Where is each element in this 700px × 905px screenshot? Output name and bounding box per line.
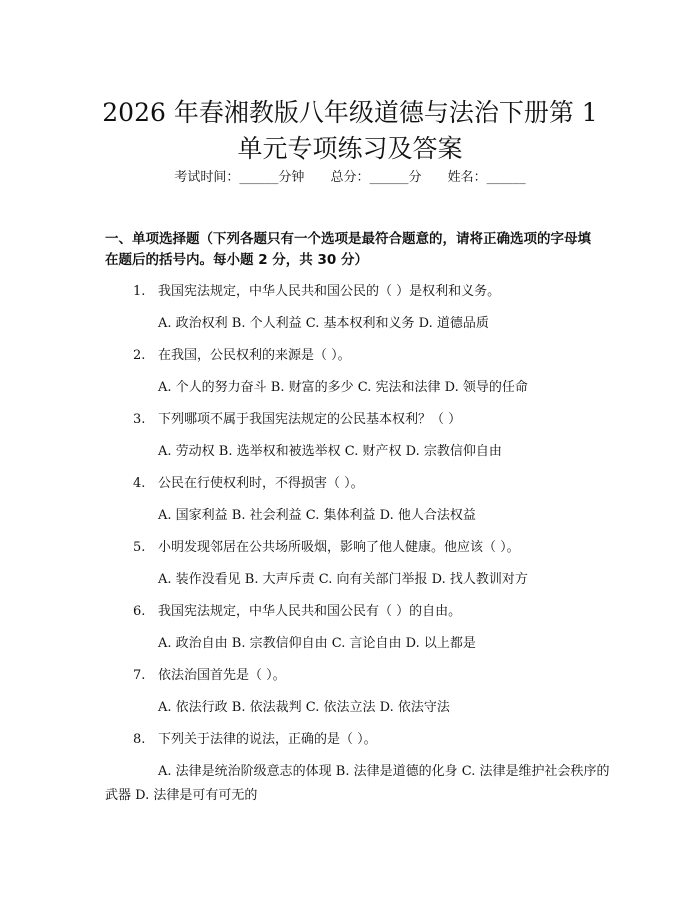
question-text: 下列哪项不属于我国宪法规定的公民基本权利？（ ） <box>158 412 462 427</box>
question-3-options: A. 劳动权 B. 选举权和被选举权 C. 财产权 D. 宗教信仰自由 <box>158 444 502 459</box>
question-8 <box>133 730 377 750</box>
question-number: 6. <box>133 604 146 619</box>
question-text: 小明发现邻居在公共场所吸烟，影响了他人健康。他应该（ ）。 <box>158 540 520 555</box>
question-2-options: A. 个人的努力奋斗 B. 财富的多少 C. 宪法和法律 D. 领导的任命 <box>158 380 528 395</box>
question-7 <box>133 666 286 686</box>
question-number: 2. <box>133 348 146 363</box>
question-3 <box>133 410 461 430</box>
question-2 <box>133 346 351 366</box>
question-5-options: A. 装作没看见 B. 大声斥责 C. 向有关部门举报 D. 找人教训对方 <box>158 572 528 587</box>
question-1-options: A. 政治权利 B. 个人利益 C. 基本权利和义务 D. 道德品质 <box>158 316 489 331</box>
question-text: 依法治国首先是（ ）。 <box>158 668 286 683</box>
student-name: 姓名：______ <box>447 170 526 185</box>
document-title <box>60 95 640 167</box>
title-line-2: 单元专项练习及答案 <box>237 133 463 163</box>
question-7-options: A. 依法行政 B. 依法裁判 C. 依法立法 D. 依法守法 <box>158 700 450 715</box>
question-5 <box>133 538 520 558</box>
question-number: 5. <box>133 540 146 555</box>
question-4-options: A. 国家利益 B. 社会利益 C. 集体利益 D. 他人合法权益 <box>158 508 476 523</box>
question-4 <box>133 474 364 494</box>
question-text: 下列关于法律的说法，正确的是（ ）。 <box>158 732 377 747</box>
question-text: 我国宪法规定，中华人民共和国公民的（ ）是权利和义务。 <box>158 284 501 299</box>
question-number: 7. <box>133 668 146 683</box>
question-text: 我国宪法规定，中华人民共和国公民有（ ）的自由。 <box>158 604 462 619</box>
question-number: 8. <box>133 732 146 747</box>
question-text: 公民在行使权利时，不得损害（ ）。 <box>158 476 364 491</box>
question-1 <box>133 282 500 302</box>
question-8-options: A. 法律是统治阶级意志的体现 B. 法律是道德的化身 C. 法律是维护社会秩序的武器 D. 法律是可有可无的 <box>105 764 610 803</box>
question-number: 3. <box>133 412 146 427</box>
question-6 <box>133 602 461 622</box>
exam-meta <box>0 168 700 188</box>
section-heading: 一、单项选择题（下列各题只有一个选项是最符合题意的，请将正确选项的字母填在题后的括号内。每小题 2 分，共 30 分） <box>105 231 591 268</box>
exam-time: 考试时间：______分钟 <box>174 170 305 185</box>
question-text: 在我国，公民权利的来源是（ ）。 <box>158 348 351 363</box>
question-6-options: A. 政治自由 B. 宗教信仰自由 C. 言论自由 D. 以上都是 <box>158 636 476 651</box>
question-number: 4. <box>133 476 146 491</box>
question-number: 1. <box>133 284 146 299</box>
title-line-1: 2026 年春湘教版八年级道德与法治下册第 1 <box>102 97 598 127</box>
exam-score: 总分：______分 <box>330 170 422 185</box>
